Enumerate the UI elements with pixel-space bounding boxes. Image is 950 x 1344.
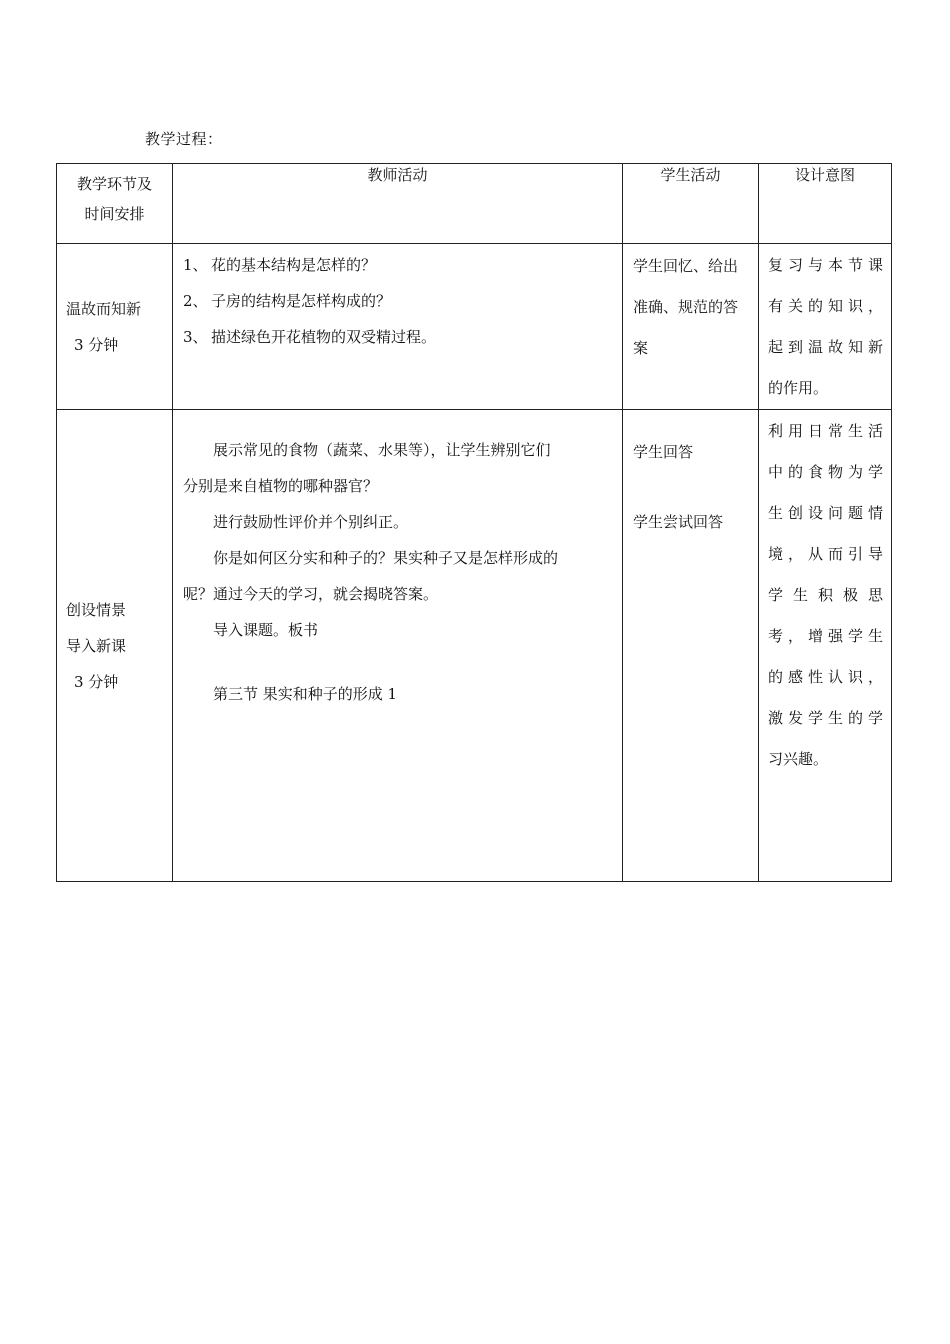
stage-cell: 创设情景 导入新课 3 分钟: [57, 410, 173, 882]
student-activity-cell: 学生回答 学生尝试回答: [623, 410, 759, 882]
table-row: [57, 410, 892, 882]
header-stage: 教学环节及 时间安排: [57, 164, 173, 244]
design-intent-cell: 利用日常生活 中的食物为学 生创设问题情 境，从而引导 学生积极思 考，增强学生 的感性认识， 激发学生的学 习兴趣。: [759, 410, 892, 882]
stage-cell: 温故而知新 3 分钟: [57, 244, 173, 410]
list-item: 2、 子房的结构是怎样构成的？: [183, 292, 392, 310]
header-student-activity: 学生活动: [623, 164, 759, 244]
teacher-activity-cell: [173, 244, 623, 410]
section-heading: 教学过程：: [145, 130, 223, 148]
teaching-process-table: [56, 163, 892, 882]
teacher-activity-cell: 展示常见的食物（蔬菜、水果等），让学生辨别它们 分别是来自植物的哪种器官？ 进行鼓励性评价并个别纠正。 你是如何区分实和种子的？果实种子又是怎样形成的 呢？通过今天的学习，就会揭晓答案。 导入课题。板书 第三节 果实和种子的形成 1: [173, 410, 623, 882]
header-design-intent: 设计意图: [759, 164, 892, 244]
list-item: 3、 描述绿色开花植物的双受精过程。: [183, 328, 437, 346]
list-item: 1、 花的基本结构是怎样的？: [183, 256, 377, 274]
lesson-title: 第三节 果实和种子的形成 1: [213, 685, 398, 703]
table-header-row: [57, 164, 892, 244]
table-row: [57, 244, 892, 410]
design-intent-cell: 复习与本节课 有关的知识， 起到温故知新 的作用。: [759, 244, 892, 410]
header-teacher-activity: 教师活动: [173, 164, 623, 244]
student-activity-cell: 学生回忆、给出 准确、规范的答 案: [623, 244, 759, 410]
